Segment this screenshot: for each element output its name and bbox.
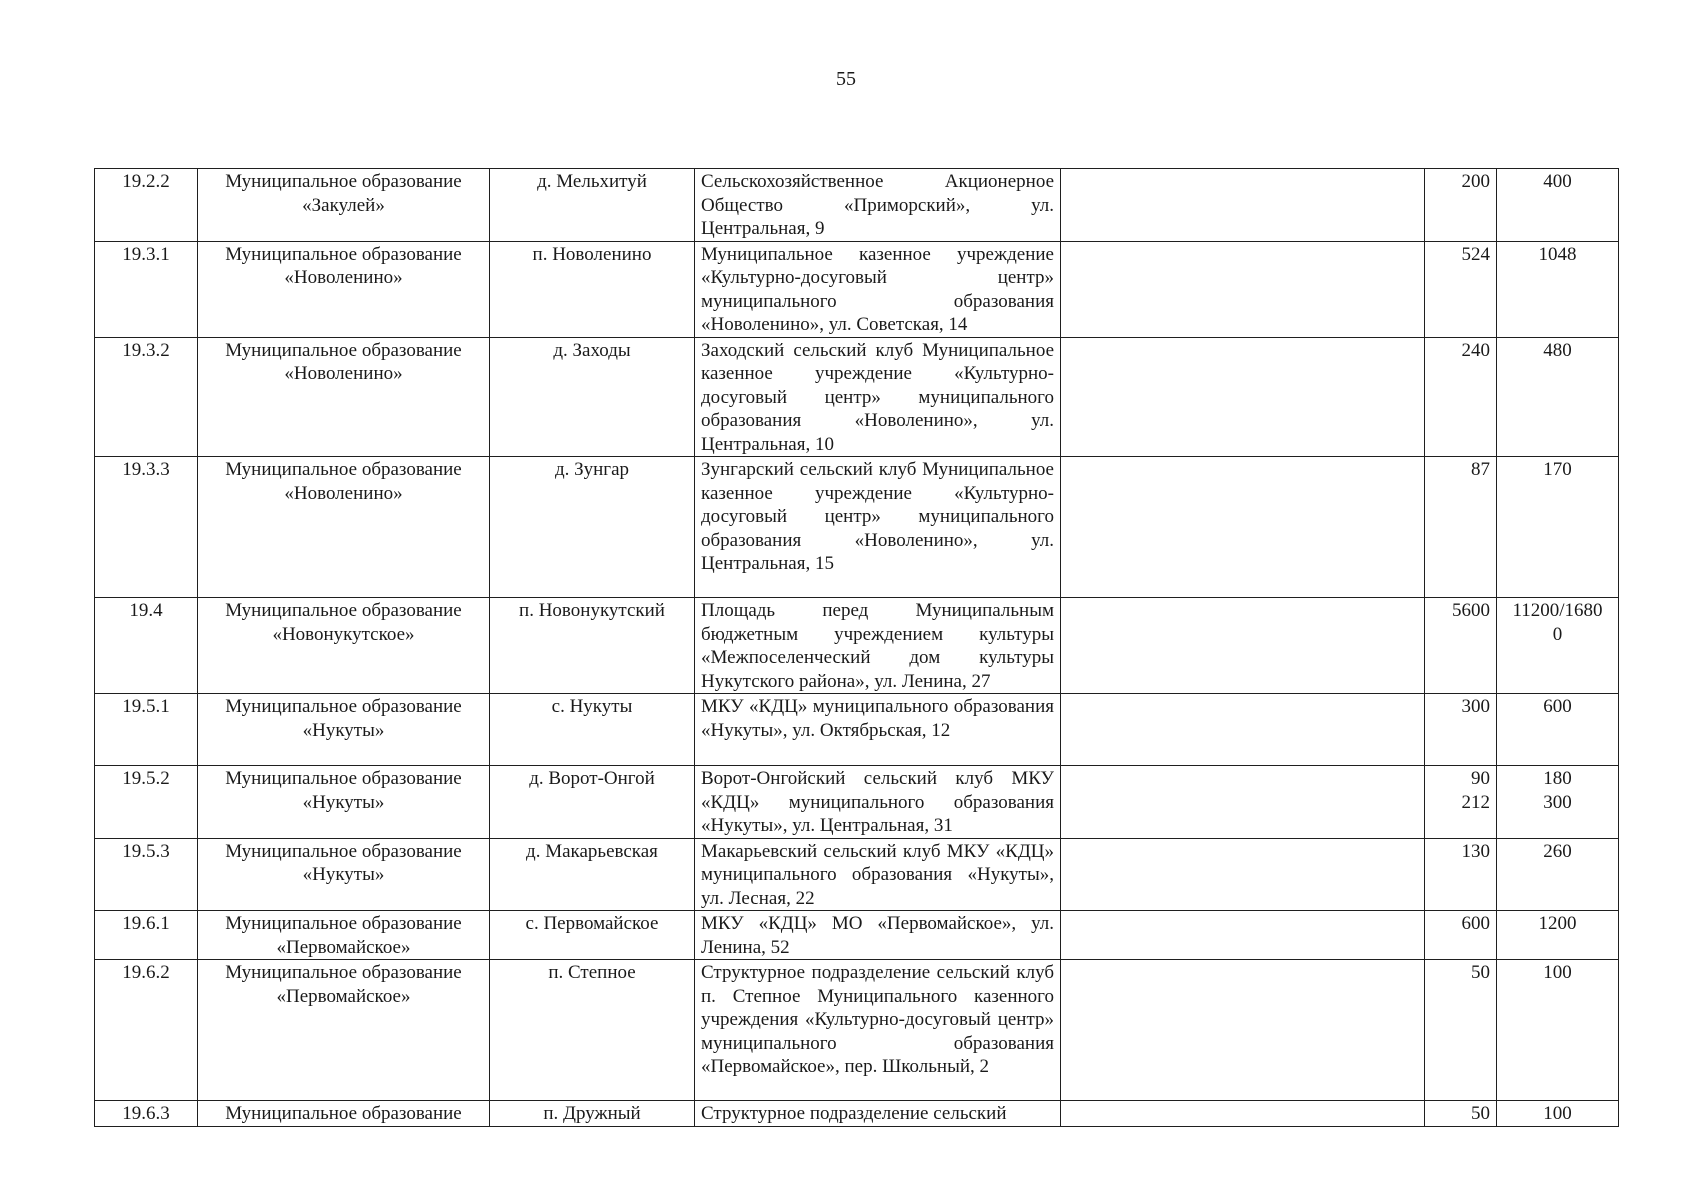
municipality-line: Муниципальное образование [225,459,462,480]
cell-empty [1061,337,1425,457]
table-body [95,169,1619,1127]
table-row [95,1101,1619,1127]
value-1-line: 600 [1461,913,1490,934]
table-row [95,169,1619,242]
cell-settlement: п. Новонукутский [490,598,695,694]
value-1-line: 524 [1461,243,1490,265]
value-2-line: 300 [1543,791,1572,813]
cell-empty [1061,838,1425,911]
cell-value-2 [1497,337,1619,457]
municipality-line: Муниципальное образование [225,243,462,265]
table-row [95,694,1619,766]
municipality-line: «Новонукутское» [272,623,415,645]
cell-value-2 [1497,598,1619,694]
cell-municipality [198,838,490,911]
cell-facility-address [695,960,1061,1101]
cell-municipality [198,598,490,694]
cell-empty [1061,911,1425,960]
facility-address-text: Ворот-Онгойский сельский клуб МКУ «КДЦ» муниципального образования «Нукуты», ул. Центральная, 31 [701,768,1054,836]
cell-value-2 [1497,241,1619,337]
facility-address-text: МКУ «КДЦ» муниципального образования «Нукуты», ул. Октябрьская, 12 [701,696,1054,741]
value-2-line: 0 [1552,623,1563,645]
cell-value-2 [1497,169,1619,242]
cell-value-1 [1425,911,1497,960]
table-row [95,598,1619,694]
cell-municipality [198,241,490,337]
value-2-line: 180 [1543,768,1572,789]
municipality-line: «Новоленино» [284,267,403,288]
municipality-line: «Новоленино» [284,482,403,504]
cell-settlement: д. Ворот-Онгой [490,766,695,839]
value-1-line: 50 [1471,1103,1490,1124]
cell-value-2 [1497,766,1619,839]
cell-number: 19.3.2 [95,337,198,457]
cell-number: 19.5.1 [95,694,198,766]
table-row [95,241,1619,337]
cell-facility-address [695,694,1061,766]
municipality-line: «Первомайское» [276,936,411,958]
value-1-line: 240 [1461,339,1490,361]
cell-number: 19.2.2 [95,169,198,242]
cell-settlement: д. Мельхитуй [490,169,695,242]
cell-value-1 [1425,694,1497,766]
cell-municipality [198,1101,490,1127]
value-1-line: 5600 [1452,600,1490,621]
cell-value-2 [1497,960,1619,1101]
municipality-line: Муниципальное образование [225,339,462,361]
value-1-line: 130 [1461,840,1490,862]
value-2-line: 480 [1543,339,1572,361]
cell-number: 19.5.2 [95,766,198,839]
facility-address-text: МКУ «КДЦ» МО «Первомайское», ул. Ленина, 52 [701,913,1054,958]
table-row [95,337,1619,457]
municipality-line: Муниципальное образование [225,696,462,717]
table-row [95,766,1619,839]
cell-number: 19.5.3 [95,838,198,911]
cell-municipality [198,911,490,960]
cell-facility-address [695,241,1061,337]
municipality-line: «Нукуты» [302,864,385,885]
cell-facility-address [695,911,1061,960]
cell-number: 19.6.3 [95,1101,198,1127]
cell-settlement: с. Первомайское [490,911,695,960]
cell-empty [1061,598,1425,694]
cell-empty [1061,766,1425,839]
cell-settlement: п. Дружный [490,1101,695,1127]
value-2-line: 1200 [1538,913,1577,934]
cell-value-2 [1497,911,1619,960]
cell-empty [1061,169,1425,242]
value-2-line: 600 [1543,696,1572,717]
facilities-table [94,168,1619,1127]
cell-value-2 [1497,838,1619,911]
cell-empty [1061,241,1425,337]
value-2-line: 400 [1543,171,1572,192]
facility-address-text: Заходский сельский клуб Муниципальное казенное учреждение «Культурно-досуговый центр» муниципального образования «Новоленино», ул. Центральная, 10 [701,339,1054,455]
cell-value-1 [1425,838,1497,911]
cell-number: 19.6.2 [95,960,198,1101]
cell-number: 19.3.1 [95,241,198,337]
cell-number: 19.4 [95,598,198,694]
cell-municipality [198,766,490,839]
facility-address-text: Площадь перед Муниципальным бюджетным учреждением культуры «Межпоселенческий дом культуры Нукутского района», ул. Ленина, 27 [701,600,1054,692]
cell-settlement: п. Новоленино [490,241,695,337]
facility-address-text: Муниципальное казенное учреждение «Культурно-досуговый центр» муниципального образования «Новоленино», ул. Советская, 14 [701,243,1054,335]
cell-facility-address [695,1101,1061,1127]
cell-value-1 [1425,766,1497,839]
municipality-line: Муниципальное образование [225,840,462,862]
table-row [95,457,1619,598]
cell-settlement: д. Зунгар [490,457,695,598]
cell-value-1 [1425,337,1497,457]
facility-address-text: Структурное подразделение сельский [701,1103,1007,1124]
cell-empty [1061,694,1425,766]
cell-settlement: д. Макарьевская [490,838,695,911]
facility-address-text: Макарьевский сельский клуб МКУ «КДЦ» муниципального образования «Нукуты», ул. Лесная, 22 [701,840,1054,909]
municipality-line: Муниципальное образование [225,768,462,789]
table-row [95,838,1619,911]
municipality-line: «Нукуты» [302,791,385,813]
municipality-line: «Закулей» [302,194,385,216]
cell-municipality [198,694,490,766]
cell-value-1 [1425,457,1497,598]
cell-empty [1061,457,1425,598]
cell-facility-address [695,457,1061,598]
value-1-line: 300 [1461,696,1490,717]
municipality-line: Муниципальное образование [225,962,462,983]
value-2-line: 100 [1543,962,1572,983]
value-1-line: 200 [1461,171,1490,192]
facility-address-text: Структурное подразделение сельский клуб п. Степное Муниципального казенного учреждения «Культурно-досуговый центр» муниципального образования «Первомайское», пер. Школьный, 2 [701,962,1054,1077]
table-row [95,911,1619,960]
municipality-line: «Нукуты» [302,719,385,741]
cell-municipality [198,960,490,1101]
cell-municipality [198,337,490,457]
cell-facility-address [695,838,1061,911]
cell-value-1 [1425,598,1497,694]
value-1-line: 212 [1461,791,1490,813]
cell-facility-address [695,598,1061,694]
cell-value-1 [1425,241,1497,337]
value-1-line: 50 [1471,962,1490,983]
cell-value-2 [1497,457,1619,598]
municipality-line: «Новоленино» [284,363,403,384]
cell-settlement: д. Заходы [490,337,695,457]
cell-settlement: п. Степное [490,960,695,1101]
facility-address-text: Зунгарский сельский клуб Муниципальное казенное учреждение «Культурно-досуговый центр» муниципального образования «Новоленино», ул. Центральная, 15 [701,459,1054,574]
cell-settlement: с. Нукуты [490,694,695,766]
value-2-line: 260 [1543,840,1572,862]
municipality-line: Муниципальное образование [225,600,462,621]
cell-facility-address [695,169,1061,242]
cell-number: 19.6.1 [95,911,198,960]
cell-facility-address [695,337,1061,457]
table-row [95,960,1619,1101]
cell-municipality [198,169,490,242]
municipality-line: Муниципальное образование [225,913,462,934]
cell-value-2 [1497,1101,1619,1127]
value-1-line: 87 [1471,459,1490,480]
cell-value-1 [1425,169,1497,242]
cell-value-1 [1425,1101,1497,1127]
cell-municipality [198,457,490,598]
value-2-line: 11200/1680 [1512,600,1603,621]
municipality-line: Муниципальное образование [225,171,462,192]
value-2-line: 1048 [1538,243,1577,265]
value-2-line: 100 [1543,1103,1572,1124]
cell-empty [1061,1101,1425,1127]
cell-value-1 [1425,960,1497,1101]
cell-value-2 [1497,694,1619,766]
municipality-line: Муниципальное образование [225,1103,462,1124]
value-2-line: 170 [1543,459,1572,480]
cell-empty [1061,960,1425,1101]
facility-address-text: Сельскохозяйственное Акционерное Общество «Приморский», ул. Центральная, 9 [701,171,1054,239]
value-1-line: 90 [1471,768,1490,789]
municipality-line: «Первомайское» [276,985,411,1007]
cell-number: 19.3.3 [95,457,198,598]
cell-facility-address [695,766,1061,839]
page-number: 55 [836,68,856,90]
